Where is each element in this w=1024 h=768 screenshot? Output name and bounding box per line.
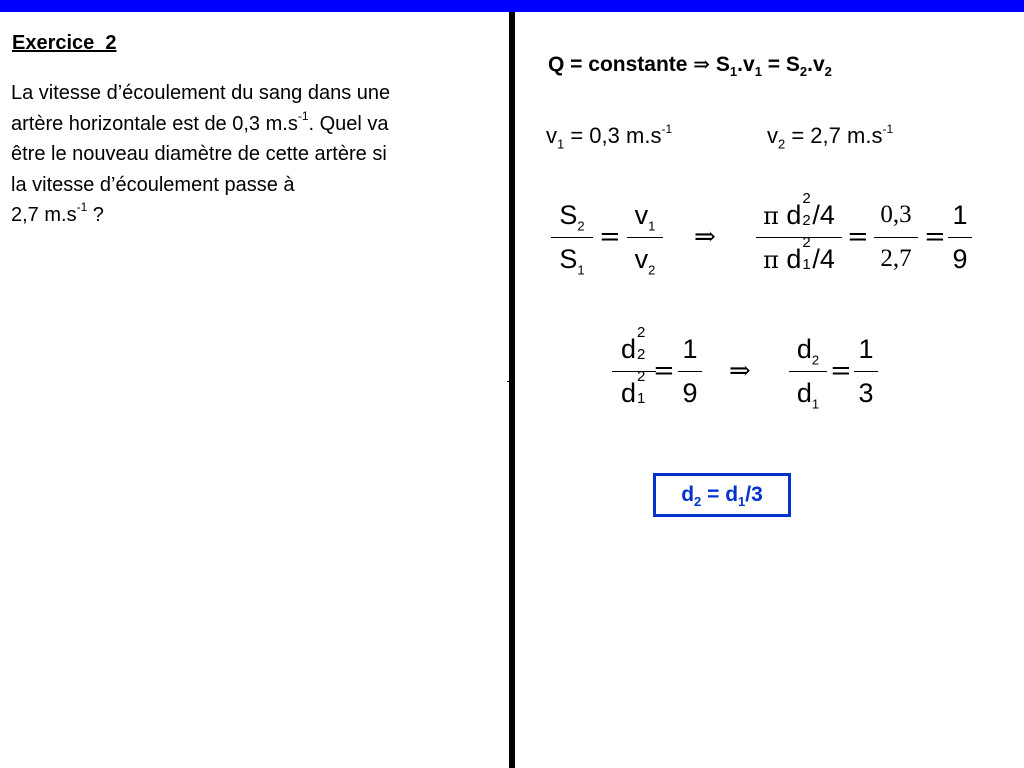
fraction-s2-over-s1: $S_2$ $S_1$ — [551, 200, 593, 280]
problem-line-3: être le nouveau diamètre de cette artère si — [11, 143, 387, 165]
fraction-d2sq-over-d1sq: d 2 2 d 2 1 — [612, 334, 656, 414]
vertical-divider — [509, 12, 515, 768]
fraction-velocity-values: 0,3 2,7 — [874, 200, 918, 280]
top-accent-bar — [0, 0, 1024, 12]
fraction-d2-over-d1: $d_2$ $d_1$ — [789, 334, 827, 414]
equals-sign: = — [599, 222, 621, 252]
problem-line-4: la vitesse d’écoulement passe à — [11, 173, 295, 196]
fraction-v1-over-v2: $v_1$ $v_2$ — [627, 200, 663, 280]
fraction-one-ninth: 1 9 — [678, 334, 702, 414]
implies-arrow: ⇒ — [694, 222, 716, 252]
equals-sign: = — [653, 356, 675, 386]
given-v2: $v_2 = 2,7$ $m.s^{-1}$ — [767, 121, 894, 152]
fraction-one-ninth: 1 9 — [948, 200, 972, 280]
problem-line-1: La vitesse d’écoulement du sang dans une — [11, 82, 391, 104]
given-v1: $v_1 = 0,3$ $m.s^{-1}$ — [546, 121, 673, 152]
problem-line-5: 2,7 $m.s^{-1}$ ? — [11, 200, 104, 226]
fraction-area-ratio: π d 2 2 /4 π d 2 1 /4 — [756, 200, 842, 280]
fraction-one-third: 1 3 — [854, 334, 878, 414]
continuity-relation: Q = constante ⇒ $S_1.v_1 = S_2.v_2$ — [548, 52, 832, 80]
result-box: $d_2 = d_1/3$ — [653, 473, 791, 517]
equals-sign: = — [847, 222, 869, 252]
exercise-title: Exercice 2 — [12, 32, 117, 54]
problem-line-2: artère horizontale est de 0,3 $m.s^{-1}$. Quel va — [11, 108, 389, 135]
problem-statement — [11, 78, 501, 231]
implies-arrow: ⇒ — [729, 356, 751, 386]
equals-sign: = — [924, 222, 946, 252]
divider-tick — [507, 381, 515, 382]
equals-sign: = — [830, 356, 852, 386]
